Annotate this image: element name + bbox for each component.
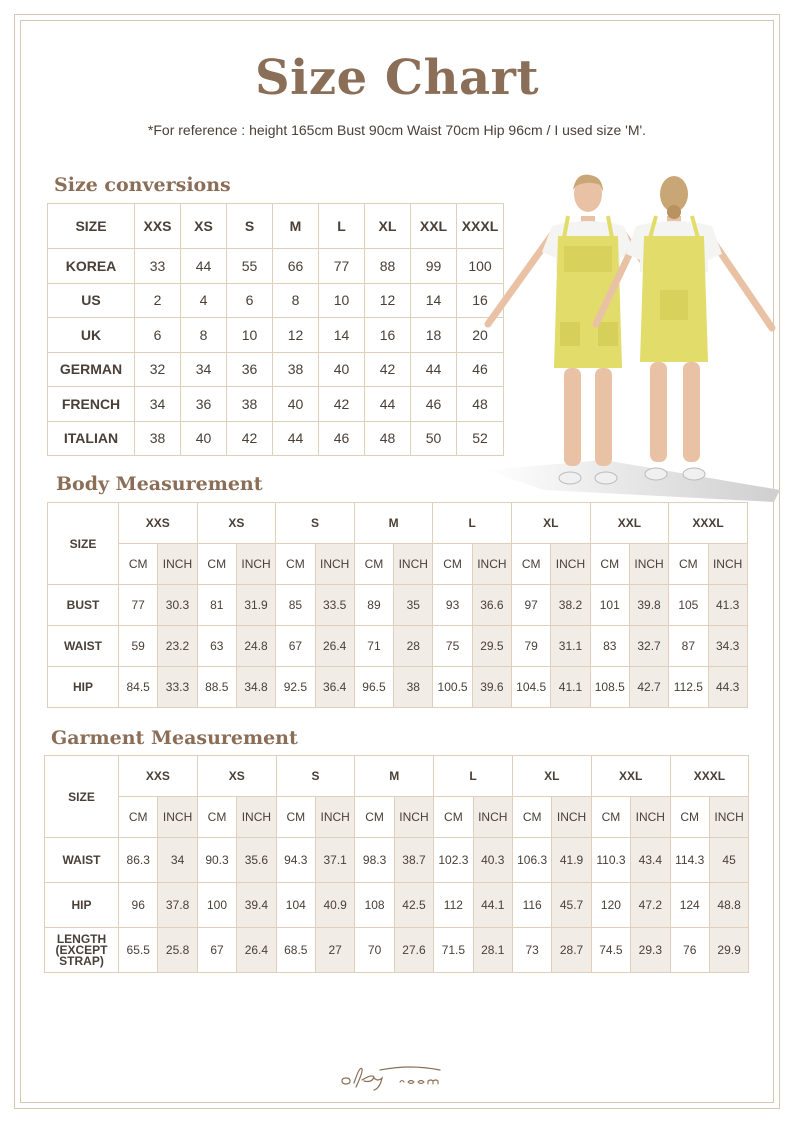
- cm-value-cell: 59: [119, 626, 158, 667]
- size-header-cell: L: [433, 503, 512, 544]
- inch-value-cell: 29.3: [631, 928, 670, 973]
- cm-value-cell: 112: [434, 883, 473, 928]
- row-label: US: [48, 283, 135, 318]
- table-cell: 55: [227, 249, 273, 284]
- inch-value-cell: 27.6: [394, 928, 433, 973]
- cm-value-cell: 94.3: [276, 838, 315, 883]
- size-conversions-table: [47, 203, 504, 456]
- size-header-cell: XXL: [591, 756, 670, 797]
- size-header-cell: XL: [512, 503, 591, 544]
- unit-cm-cell: CM: [197, 797, 236, 838]
- cm-value-cell: 89: [354, 585, 393, 626]
- unit-inch-cell: INCH: [237, 797, 276, 838]
- inch-value-cell: 34.3: [708, 626, 747, 667]
- inch-value-cell: 31.9: [236, 585, 275, 626]
- inch-value-cell: 41.9: [552, 838, 591, 883]
- inch-value-cell: 48.8: [709, 883, 748, 928]
- size-header-row: [45, 756, 749, 797]
- size-header-cell: XS: [197, 756, 276, 797]
- unit-cm-cell: CM: [591, 797, 630, 838]
- inch-value-cell: 34: [158, 838, 197, 883]
- unit-inch-cell: INCH: [236, 544, 275, 585]
- table-cell: 34: [181, 352, 227, 387]
- reference-note: *For reference : height 165cm Bust 90cm Waist 70cm Hip 96cm / I used size 'M'.: [147, 122, 647, 138]
- size-header-cell: M: [355, 756, 434, 797]
- table-cell: 42: [227, 421, 273, 456]
- cm-value-cell: 104: [276, 883, 315, 928]
- inch-value-cell: 26.4: [237, 928, 276, 973]
- unit-inch-cell: INCH: [394, 797, 433, 838]
- cm-value-cell: 71: [354, 626, 393, 667]
- unit-cm-cell: CM: [512, 544, 551, 585]
- table-cell: 36: [227, 352, 273, 387]
- garment-measurement-title: Garment Measurement: [51, 727, 298, 749]
- model-illustration: [484, 172, 780, 502]
- inch-value-cell: 24.8: [236, 626, 275, 667]
- unit-cm-cell: CM: [434, 797, 473, 838]
- row-label-line: STRAP): [59, 953, 104, 968]
- unit-cm-cell: CM: [119, 544, 158, 585]
- table-cell: 52: [457, 421, 504, 456]
- table-cell: 44: [181, 249, 227, 284]
- unit-inch-cell: INCH: [709, 797, 748, 838]
- table-cell: 6: [135, 318, 181, 353]
- cm-value-cell: 68.5: [276, 928, 315, 973]
- inch-value-cell: 42.7: [629, 667, 668, 708]
- size-label-cell: SIZE: [45, 756, 119, 838]
- unit-inch-cell: INCH: [708, 544, 747, 585]
- cm-value-cell: 63: [197, 626, 236, 667]
- unit-inch-cell: INCH: [631, 797, 670, 838]
- inch-value-cell: 41.1: [551, 667, 590, 708]
- cm-value-cell: 71.5: [434, 928, 473, 973]
- size-header-cell: XL: [512, 756, 591, 797]
- size-header-cell: XXXL: [669, 503, 748, 544]
- cm-value-cell: 98.3: [355, 838, 394, 883]
- body-measurement-table: [47, 502, 748, 708]
- unit-inch-cell: INCH: [629, 544, 668, 585]
- cm-value-cell: 87: [669, 626, 708, 667]
- cm-value-cell: 105: [669, 585, 708, 626]
- row-label: HIP: [48, 667, 119, 708]
- inch-value-cell: 40.3: [473, 838, 512, 883]
- table-cell: 44: [365, 387, 411, 422]
- table-cell: 46: [457, 352, 504, 387]
- cm-value-cell: 67: [276, 626, 315, 667]
- table-cell: 34: [135, 387, 181, 422]
- unit-inch-cell: INCH: [394, 544, 433, 585]
- inch-value-cell: 34.8: [236, 667, 275, 708]
- cm-value-cell: 73: [512, 928, 551, 973]
- cm-value-cell: 67: [197, 928, 236, 973]
- inch-value-cell: 41.3: [708, 585, 747, 626]
- inch-value-cell: 38: [394, 667, 433, 708]
- measurement-row: [48, 626, 748, 667]
- cm-value-cell: 76: [670, 928, 709, 973]
- unit-cm-cell: CM: [670, 797, 709, 838]
- size-header-cell: S: [276, 503, 355, 544]
- cm-value-cell: 65.5: [119, 928, 158, 973]
- brand-logo: [340, 1058, 454, 1092]
- row-label: [45, 928, 119, 973]
- table-cell: 16: [457, 283, 504, 318]
- cm-value-cell: 102.3: [434, 838, 473, 883]
- cm-value-cell: 93: [433, 585, 472, 626]
- row-label-line: (EXCEPT: [55, 942, 108, 957]
- size-label-cell: SIZE: [48, 503, 119, 585]
- unit-cm-cell: CM: [197, 544, 236, 585]
- table-cell: 100: [457, 249, 504, 284]
- unit-cm-cell: CM: [512, 797, 551, 838]
- table-cell: 20: [457, 318, 504, 353]
- inch-value-cell: 35.6: [237, 838, 276, 883]
- inch-value-cell: 29.9: [709, 928, 748, 973]
- header-cell: XXXL: [457, 204, 504, 249]
- unit-cm-cell: CM: [355, 797, 394, 838]
- table-cell: 40: [319, 352, 365, 387]
- inch-value-cell: 25.8: [158, 928, 197, 973]
- table-cell: 14: [319, 318, 365, 353]
- unit-cm-cell: CM: [354, 544, 393, 585]
- inch-value-cell: 40.9: [315, 883, 354, 928]
- header-cell: XS: [181, 204, 227, 249]
- table-cell: 14: [411, 283, 457, 318]
- table-cell: 38: [135, 421, 181, 456]
- measurement-row: [48, 667, 748, 708]
- row-label: WAIST: [48, 626, 119, 667]
- inch-value-cell: 38.2: [551, 585, 590, 626]
- inch-value-cell: 42.5: [394, 883, 433, 928]
- unit-inch-cell: INCH: [315, 544, 354, 585]
- cm-value-cell: 85: [276, 585, 315, 626]
- table-cell: 66: [273, 249, 319, 284]
- measurement-row: [45, 883, 749, 928]
- cm-value-cell: 108.5: [590, 667, 629, 708]
- table-cell: 36: [181, 387, 227, 422]
- table-row: [48, 352, 504, 387]
- table-cell: 44: [411, 352, 457, 387]
- inch-value-cell: 35: [394, 585, 433, 626]
- inch-value-cell: 30.3: [158, 585, 197, 626]
- cm-value-cell: 106.3: [512, 838, 551, 883]
- size-conversions-title: Size conversions: [54, 174, 231, 196]
- row-label: GERMAN: [48, 352, 135, 387]
- inch-value-cell: 28: [394, 626, 433, 667]
- unit-inch-cell: INCH: [158, 544, 197, 585]
- cm-value-cell: 92.5: [276, 667, 315, 708]
- inch-value-cell: 38.7: [394, 838, 433, 883]
- table-cell: 6: [227, 283, 273, 318]
- table-cell: 2: [135, 283, 181, 318]
- table-cell: 48: [457, 387, 504, 422]
- table-cell: 12: [365, 283, 411, 318]
- unit-inch-cell: INCH: [473, 797, 512, 838]
- table-cell: 40: [273, 387, 319, 422]
- table-cell: 10: [319, 283, 365, 318]
- cm-value-cell: 74.5: [591, 928, 630, 973]
- inch-value-cell: 39.6: [472, 667, 511, 708]
- table-cell: 40: [181, 421, 227, 456]
- row-label: ITALIAN: [48, 421, 135, 456]
- cm-value-cell: 84.5: [119, 667, 158, 708]
- table-row: [48, 421, 504, 456]
- table-cell: 8: [273, 283, 319, 318]
- row-label: FRENCH: [48, 387, 135, 422]
- table-row: [48, 249, 504, 284]
- inch-value-cell: 27: [315, 928, 354, 973]
- size-header-cell: M: [354, 503, 433, 544]
- row-label: KOREA: [48, 249, 135, 284]
- table-cell: 8: [181, 318, 227, 353]
- table-cell: 46: [411, 387, 457, 422]
- cm-value-cell: 90.3: [197, 838, 236, 883]
- row-label: HIP: [45, 883, 119, 928]
- inch-value-cell: 33.3: [158, 667, 197, 708]
- unit-cm-cell: CM: [433, 544, 472, 585]
- inch-value-cell: 44.3: [708, 667, 747, 708]
- measurement-row: [45, 838, 749, 883]
- size-header-cell: XXS: [119, 756, 198, 797]
- cm-value-cell: 75: [433, 626, 472, 667]
- cm-value-cell: 116: [512, 883, 551, 928]
- size-header-row: [48, 503, 748, 544]
- cm-value-cell: 120: [591, 883, 630, 928]
- inch-value-cell: 23.2: [158, 626, 197, 667]
- size-header-cell: XXS: [119, 503, 198, 544]
- size-header-cell: XXL: [590, 503, 669, 544]
- table-cell: 38: [227, 387, 273, 422]
- unit-header-row: [48, 544, 748, 585]
- unit-inch-cell: INCH: [158, 797, 197, 838]
- measurement-row: [45, 928, 749, 973]
- unit-cm-cell: CM: [276, 797, 315, 838]
- inch-value-cell: 28.1: [473, 928, 512, 973]
- cm-value-cell: 100.5: [433, 667, 472, 708]
- unit-cm-cell: CM: [590, 544, 629, 585]
- row-label: WAIST: [45, 838, 119, 883]
- table-cell: 32: [135, 352, 181, 387]
- inch-value-cell: 47.2: [631, 883, 670, 928]
- table-cell: 4: [181, 283, 227, 318]
- table-row: [48, 283, 504, 318]
- table-cell: 48: [365, 421, 411, 456]
- model-back-figure: [596, 176, 772, 480]
- cm-value-cell: 124: [670, 883, 709, 928]
- cm-value-cell: 83: [590, 626, 629, 667]
- measurement-row: [48, 585, 748, 626]
- table-cell: 44: [273, 421, 319, 456]
- inch-value-cell: 39.4: [237, 883, 276, 928]
- inch-value-cell: 28.7: [552, 928, 591, 973]
- unit-inch-cell: INCH: [551, 544, 590, 585]
- inch-value-cell: 45.7: [552, 883, 591, 928]
- inch-value-cell: 37.8: [158, 883, 197, 928]
- unit-cm-cell: CM: [669, 544, 708, 585]
- table-cell: 18: [411, 318, 457, 353]
- table-cell: 33: [135, 249, 181, 284]
- cm-value-cell: 108: [355, 883, 394, 928]
- unit-inch-cell: INCH: [472, 544, 511, 585]
- table-header-row: [48, 204, 504, 249]
- inch-value-cell: 32.7: [629, 626, 668, 667]
- header-cell: XL: [365, 204, 411, 249]
- unit-header-row: [45, 797, 749, 838]
- header-cell: S: [227, 204, 273, 249]
- cm-value-cell: 114.3: [670, 838, 709, 883]
- floor-shadow: [486, 460, 780, 502]
- body-measurement-title: Body Measurement: [56, 473, 263, 495]
- inch-value-cell: 31.1: [551, 626, 590, 667]
- unit-inch-cell: INCH: [552, 797, 591, 838]
- row-label: BUST: [48, 585, 119, 626]
- table-cell: 99: [411, 249, 457, 284]
- table-cell: 38: [273, 352, 319, 387]
- header-cell: M: [273, 204, 319, 249]
- inch-value-cell: 33.5: [315, 585, 354, 626]
- cm-value-cell: 86.3: [119, 838, 158, 883]
- header-cell: XXL: [411, 204, 457, 249]
- cm-value-cell: 70: [355, 928, 394, 973]
- cm-value-cell: 100: [197, 883, 236, 928]
- cm-value-cell: 96: [119, 883, 158, 928]
- cm-value-cell: 96.5: [354, 667, 393, 708]
- inch-value-cell: 37.1: [315, 838, 354, 883]
- row-label-line: LENGTH: [56, 931, 107, 946]
- table-cell: 12: [273, 318, 319, 353]
- table-cell: 42: [365, 352, 411, 387]
- page-title: Size Chart: [254, 50, 540, 106]
- cm-value-cell: 104.5: [512, 667, 551, 708]
- table-row: [48, 387, 504, 422]
- table-cell: 46: [319, 421, 365, 456]
- cm-value-cell: 110.3: [591, 838, 630, 883]
- unit-cm-cell: CM: [276, 544, 315, 585]
- inch-value-cell: 26.4: [315, 626, 354, 667]
- size-header-cell: XS: [197, 503, 276, 544]
- inch-value-cell: 36.4: [315, 667, 354, 708]
- inch-value-cell: 44.1: [473, 883, 512, 928]
- cm-value-cell: 79: [512, 626, 551, 667]
- garment-measurement-table: [44, 755, 749, 973]
- table-row: [48, 318, 504, 353]
- size-header-cell: S: [276, 756, 355, 797]
- row-label: UK: [48, 318, 135, 353]
- inch-value-cell: 36.6: [472, 585, 511, 626]
- table-cell: 42: [319, 387, 365, 422]
- header-cell: SIZE: [48, 204, 135, 249]
- cm-value-cell: 77: [119, 585, 158, 626]
- cm-value-cell: 88.5: [197, 667, 236, 708]
- inch-value-cell: 43.4: [631, 838, 670, 883]
- size-header-cell: L: [434, 756, 513, 797]
- table-cell: 16: [365, 318, 411, 353]
- inch-value-cell: 45: [709, 838, 748, 883]
- cm-value-cell: 97: [512, 585, 551, 626]
- cm-value-cell: 101: [590, 585, 629, 626]
- inch-value-cell: 29.5: [472, 626, 511, 667]
- table-cell: 77: [319, 249, 365, 284]
- table-cell: 10: [227, 318, 273, 353]
- size-header-cell: XXXL: [670, 756, 749, 797]
- table-cell: 50: [411, 421, 457, 456]
- cm-value-cell: 81: [197, 585, 236, 626]
- header-cell: XXS: [135, 204, 181, 249]
- cm-value-cell: 112.5: [669, 667, 708, 708]
- unit-inch-cell: INCH: [315, 797, 354, 838]
- unit-cm-cell: CM: [119, 797, 158, 838]
- inch-value-cell: 39.8: [629, 585, 668, 626]
- table-cell: 88: [365, 249, 411, 284]
- header-cell: L: [319, 204, 365, 249]
